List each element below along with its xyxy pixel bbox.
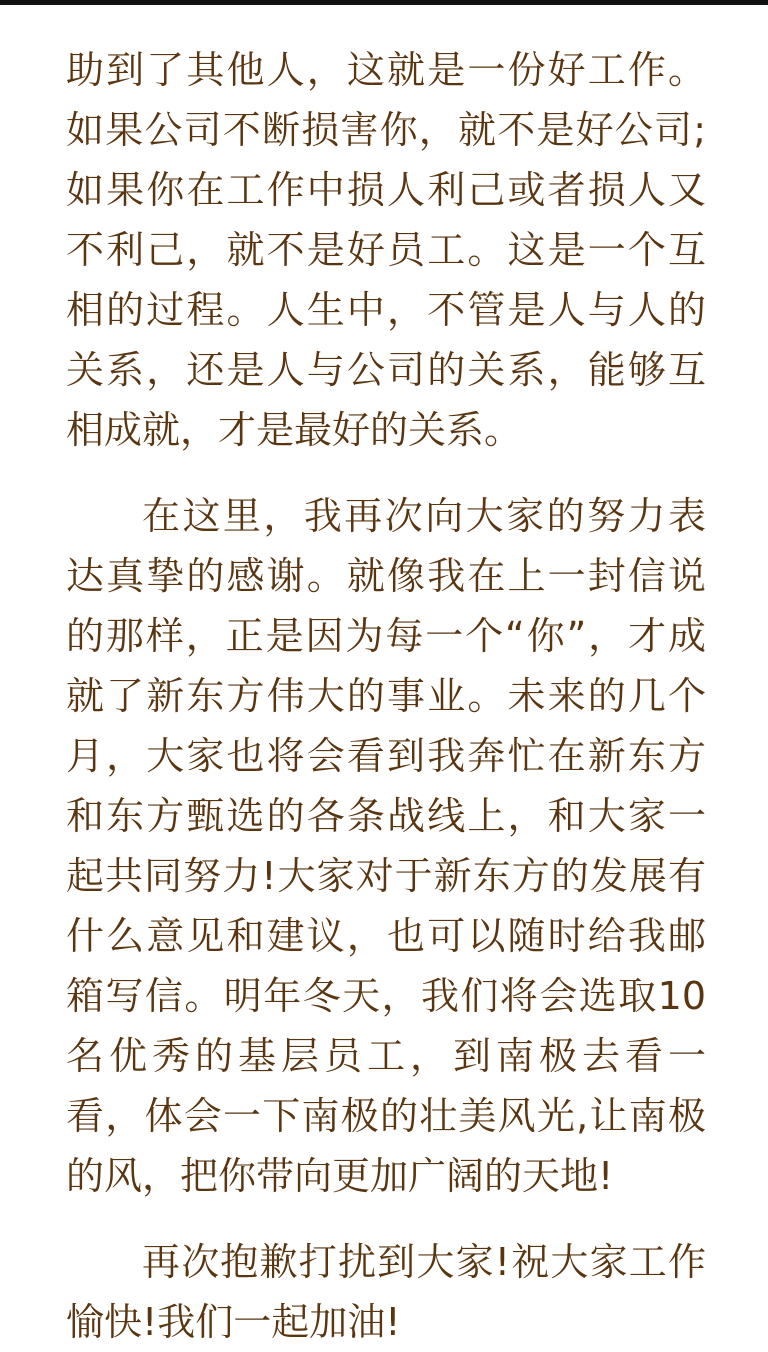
paragraph-2: 在这里，我再次向大家的努力表达真挚的感谢。就像我在上一封信说的那样，正是因为每一个“你”，才成就了新东方伟大的事业。未来的几个月，大家也将会看到我奔忙在新东方和东方甄选的各条战线上，和大家一起共同努力!大家对于新东方的发展有什么意见和建议，也可以随时给我邮箱写信。明年冬天，我们将会选取10名优秀的基层员工，到南极去看一看，体会一下南极的壮美风光,让南极的风，把你带向更加广阔的天地! — [66, 494, 706, 1198]
paragraph-3: 再次抱歉打扰到大家!祝大家工作愉快!我们一起加油! — [66, 1240, 706, 1344]
status-bar-edge — [0, 0, 768, 5]
paragraph-1: 助到了其他人，这就是一份好工作。如果公司不断损害你，就不是好公司;如果你在工作中损人利己或者损人又不利己，就不是好员工。这是一个互相的过程。人生中，不管是人与人的关系，还是人与公司的关系，能够互相成就，才是最好的关系。 — [66, 48, 706, 452]
article-body — [66, 40, 706, 1352]
